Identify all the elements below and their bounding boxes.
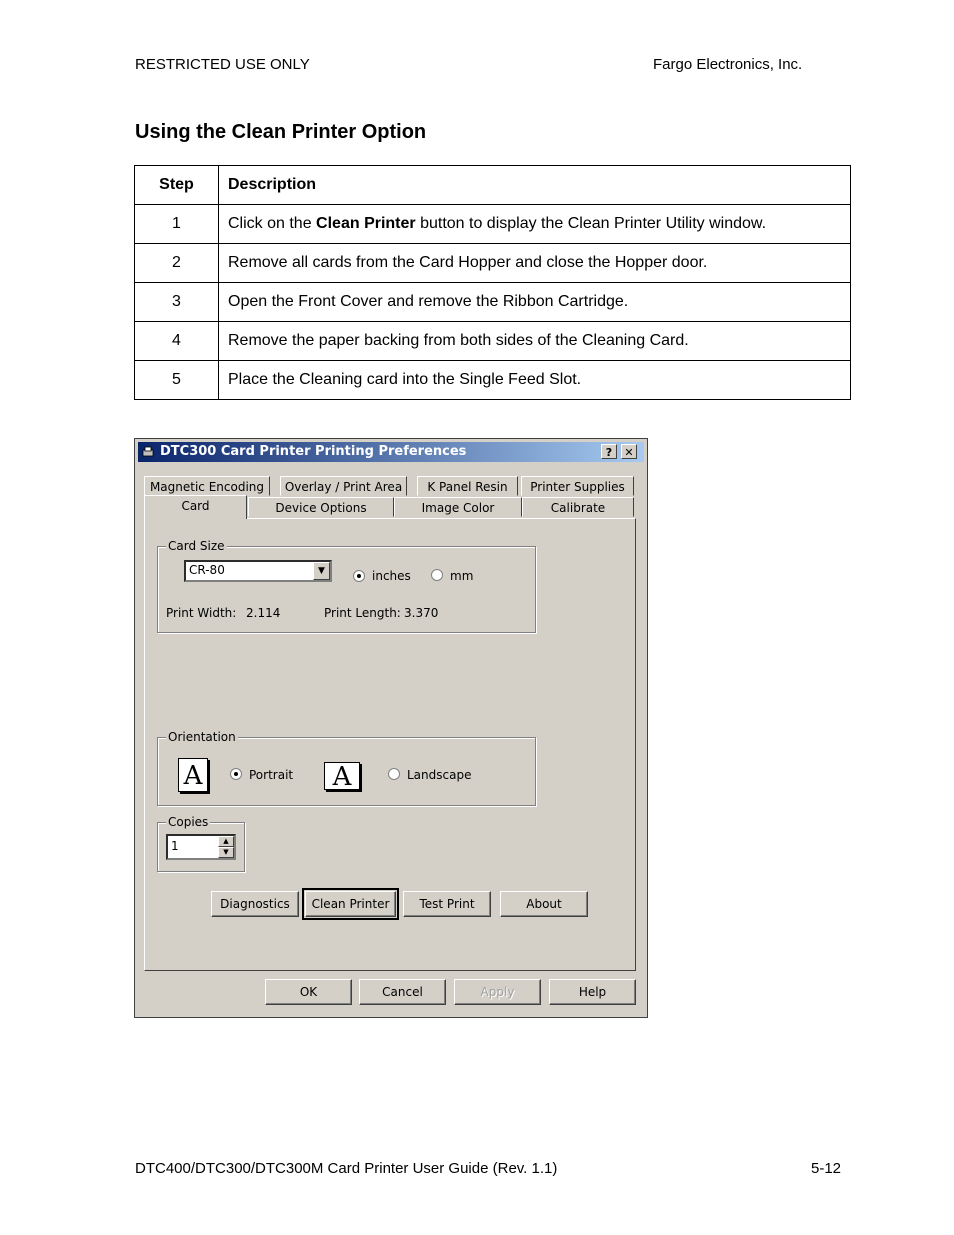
copies-stepper[interactable] <box>166 834 236 860</box>
card-size-value: CR-80 <box>189 563 225 577</box>
steps-table <box>134 165 851 400</box>
card-size-select[interactable] <box>184 560 332 582</box>
portrait-label[interactable]: Portrait <box>249 768 294 782</box>
arrow-up-icon[interactable]: ▲ <box>218 836 234 847</box>
arrow-down-icon[interactable]: ▼ <box>218 847 234 858</box>
step-number: 2 <box>135 244 219 283</box>
portrait-a-icon: A <box>178 758 208 792</box>
tab-printer-supplies[interactable]: Printer Supplies <box>521 476 634 496</box>
footer-guide-title: DTC400/DTC300/DTC300M Card Printer User Guide (Rev. 1.1) <box>135 1160 558 1177</box>
chevron-down-icon[interactable]: ▼ <box>313 562 330 580</box>
step-description: Place the Cleaning card into the Single Feed Slot. <box>219 361 851 400</box>
tab-image-color[interactable]: Image Color <box>394 497 522 517</box>
step-description: Remove all cards from the Card Hopper and close the Hopper door. <box>219 244 851 283</box>
inches-label[interactable]: inches <box>372 569 411 583</box>
inches-radio[interactable] <box>353 570 365 582</box>
clean-printer-button[interactable]: Clean Printer <box>305 891 396 917</box>
table-header-row <box>135 166 851 205</box>
printer-icon <box>141 445 155 459</box>
cancel-button[interactable]: Cancel <box>359 979 446 1005</box>
print-width-label: Print Width: <box>166 606 237 620</box>
about-button[interactable]: About <box>500 891 588 917</box>
table-row <box>135 205 851 244</box>
card-size-label: Card Size <box>168 539 225 553</box>
header-restricted: RESTRICTED USE ONLY <box>135 56 310 73</box>
test-print-button[interactable]: Test Print <box>403 891 491 917</box>
mm-label[interactable]: mm <box>450 569 474 583</box>
print-length-label: Print Length: <box>324 606 401 620</box>
diagnostics-button[interactable]: Diagnostics <box>211 891 299 917</box>
tab-row-back <box>144 476 636 496</box>
orientation-group <box>157 730 536 806</box>
print-width-value: 2.114 <box>246 606 281 620</box>
desc-text: Click on the <box>228 215 317 232</box>
table-row <box>135 244 851 283</box>
help-button[interactable]: Help <box>549 979 636 1005</box>
table-row <box>135 322 851 361</box>
step-description: Open the Front Cover and remove the Ribbon Cartridge. <box>219 283 851 322</box>
col-header-step: Step <box>135 166 219 205</box>
printing-preferences-dialog <box>134 438 648 1018</box>
desc-text: button to display the Clean Printer Utility window. <box>415 215 767 232</box>
landscape-radio[interactable] <box>388 768 400 780</box>
tab-device-options[interactable]: Device Options <box>248 497 394 517</box>
tab-card[interactable]: Card <box>144 495 247 519</box>
footer-page-number: 5-12 <box>811 1160 842 1177</box>
col-header-description: Description <box>219 166 851 205</box>
step-description: Remove the paper backing from both sides of the Cleaning Card. <box>219 322 851 361</box>
table-row <box>135 361 851 400</box>
ok-button[interactable]: OK <box>265 979 352 1005</box>
dialog-title: DTC300 Card Printer Printing Preferences <box>160 444 467 459</box>
close-icon[interactable]: ✕ <box>621 444 637 459</box>
copies-group <box>157 815 245 872</box>
help-icon[interactable]: ? <box>601 444 617 459</box>
desc-bold: Clean Printer <box>316 215 416 232</box>
landscape-a-icon: A <box>324 762 360 790</box>
tab-calibrate[interactable]: Calibrate <box>522 497 634 517</box>
dialog-titlebar[interactable] <box>138 442 644 462</box>
landscape-label[interactable]: Landscape <box>407 768 472 782</box>
step-number: 4 <box>135 322 219 361</box>
portrait-radio[interactable] <box>230 768 242 780</box>
section-title: Using the Clean Printer Option <box>135 121 427 143</box>
tab-overlay-print-area[interactable]: Overlay / Print Area <box>280 476 407 496</box>
table-row <box>135 283 851 322</box>
copies-label: Copies <box>168 815 209 829</box>
step-number: 3 <box>135 283 219 322</box>
tab-magnetic-encoding[interactable]: Magnetic Encoding <box>144 476 270 496</box>
print-length-value: 3.370 <box>404 606 439 620</box>
step-number: 1 <box>135 205 219 244</box>
orientation-label: Orientation <box>168 730 236 744</box>
mm-radio[interactable] <box>431 569 443 581</box>
header-company: Fargo Electronics, Inc. <box>653 56 803 73</box>
stepper-arrows <box>218 836 234 858</box>
step-number: 5 <box>135 361 219 400</box>
step-description <box>219 205 851 244</box>
tab-row-front <box>144 497 636 517</box>
card-size-group <box>157 539 536 633</box>
tab-k-panel-resin[interactable]: K Panel Resin <box>417 476 518 496</box>
apply-button: Apply <box>454 979 541 1005</box>
copies-value[interactable]: 1 <box>171 839 179 853</box>
